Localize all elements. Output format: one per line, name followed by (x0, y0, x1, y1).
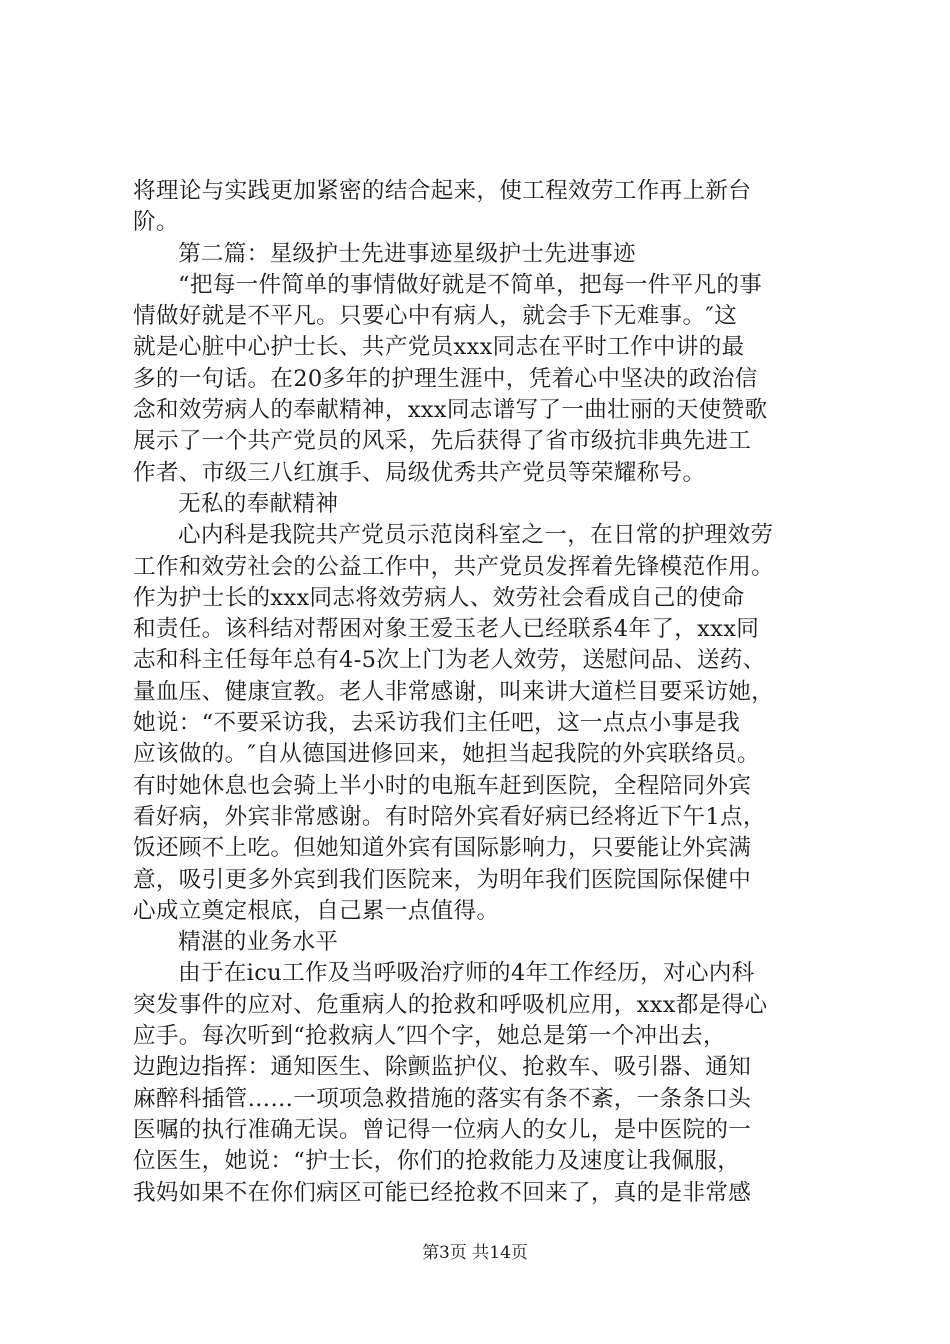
text-line: 阶。 (133, 209, 179, 236)
page-footer (0, 1242, 950, 1264)
text-line: 心成立奠定根底，自己累一点值得。 (133, 897, 500, 924)
text-line: 作为护士长的xxx同志将效劳病人、效劳社会看成自己的使命 (133, 584, 745, 611)
text-line: 麻醉科插管……一项项急救措施的落实有条不紊，一条条口头 (133, 1085, 752, 1112)
text-line: 无私的奉献精神 (178, 490, 339, 517)
text-line: 有时她休息也会骑上半小时的电瓶车赶到医院，全程陪同外宾 (133, 772, 752, 799)
text-line: 念和效劳病人的奉献精神，xxx同志谱写了一曲壮丽的天使赞歌 (133, 397, 768, 424)
text-line: 突发事件的应对、危重病人的抢救和呼吸机应用，xxx都是得心 (133, 991, 768, 1018)
text-line: 应手。每次听到“抢救病人″四个字，她总是第一个冲出去， (133, 1023, 726, 1050)
text-line: 就是心脏中心护士长、共产党员xxx同志在平时工作中讲的最 (133, 334, 745, 361)
text-line: “把每一件简单的事情做好就是不简单，把每一件平凡的事 (178, 271, 763, 298)
text-line: 她说：“不要采访我，去采访我们主任吧，这一点点小事是我 (133, 710, 741, 737)
text-line: 饭还顾不上吃。但她知道外宾有国际影响力，只要能让外宾满 (133, 835, 752, 862)
text-line: 应该做的。″自从德国进修回来，她担当起我院的外宾联络员。 (133, 741, 760, 768)
text-line: 和责任。该科结对帮困对象王爱玉老人已经联系4年了，xxx同 (133, 616, 760, 643)
text-line: 心内科是我院共产党员示范岗科室之一，在日常的护理效劳 (178, 522, 774, 549)
text-line: 位医生，她说：“护士长，你们的抢救能力及速度让我佩服， (133, 1148, 741, 1175)
text-line: 医嘱的执行准确无误。曾记得一位病人的女儿，是中医院的一 (133, 1116, 752, 1143)
text-line: 我妈如果不在你们病区可能已经抢救不回来了，真的是非常感 (133, 1179, 752, 1206)
text-line: 精湛的业务水平 (178, 929, 339, 956)
text-line: 多的一句话。在20多年的护理生涯中，凭着心中坚决的政治信 (133, 365, 758, 392)
text-line: 工作和效劳社会的公益工作中，共产党员发挥着先锋模范作用。 (133, 553, 775, 580)
text-line: 情做好就是不平凡。只要心中有病人，就会手下无难事。″这 (133, 303, 737, 330)
document-body (133, 176, 833, 1209)
text-line: 展示了一个共产党员的风采，先后获得了省市级抗非典先进工 (133, 428, 752, 455)
text-line: 看好病，外宾非常感谢。有时陪外宾看好病已经将近下午1点， (133, 803, 766, 830)
text-line: 志和科主任每年总有4-5次上门为老人效劳，送慰问品、送药、 (133, 647, 766, 674)
page-number-label: 第3页 共14页 (422, 1243, 528, 1263)
text-line: 作者、市级三八红旗手、局级优秀共产党员等荣耀称号。 (133, 459, 706, 486)
text-line: 量血压、健康宣教。老人非常感谢，叫来讲大道栏目要采访她， (133, 678, 775, 705)
text-line: 由于在icu工作及当呼吸治疗师的4年工作经历，对心内科 (178, 960, 755, 987)
text-line: 边跑边指挥：通知医生、除颤监护仪、抢救车、吸引器、通知 (133, 1054, 752, 1081)
text-line: 意，吸引更多外宾到我们医院来，为明年我们医院国际保健中 (133, 866, 752, 893)
text-line: 第二篇：星级护士先进事迹星级护士先进事迹 (178, 240, 636, 267)
text-line: 将理论与实践更加紧密的结合起来，使工程效劳工作再上新台 (133, 178, 752, 204)
